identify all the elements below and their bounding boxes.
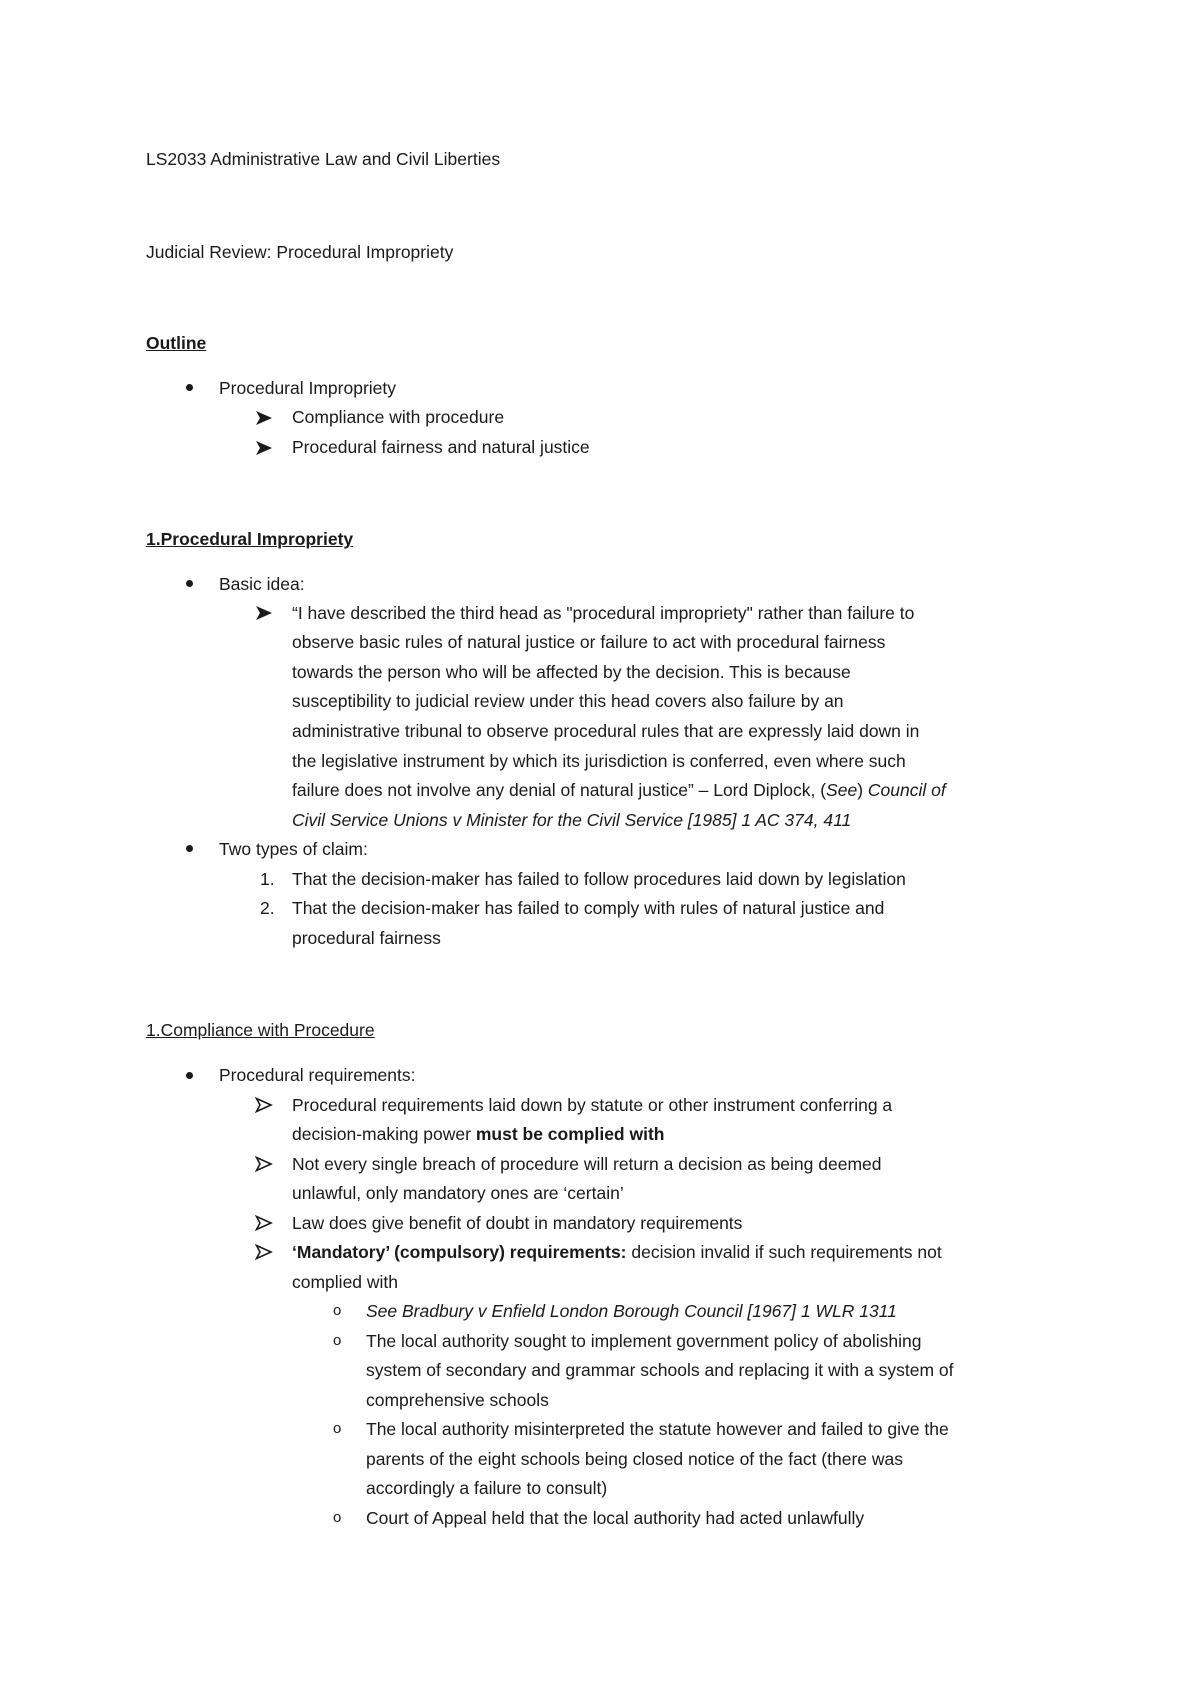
- case-fact: parents of the eight schools being closed notice of the fact (there was: [366, 1449, 903, 1469]
- quote-line: susceptibility to judicial review under this head covers also failure by an: [292, 691, 844, 711]
- case-fact: system of secondary and grammar schools and replacing it with a system of: [366, 1360, 954, 1380]
- circle-bullet: o: [333, 1332, 342, 1349]
- case-fact: The local authority misinterpreted the statute however and failed to give the: [366, 1419, 949, 1439]
- section1-heading: 1.Procedural Impropriety: [146, 529, 354, 549]
- quote-text: failure does not involve any denial of natural justice” – Lord Diplock, (: [292, 780, 827, 800]
- case-citation: Civil Service Unions v Minister for the Civil Service [1985] 1 AC 374, 411: [292, 810, 852, 830]
- quote-line-last: [292, 779, 946, 801]
- bullet-dot: [186, 384, 193, 391]
- case-holding: Court of Appeal held that the local authority had acted unlawfully: [366, 1508, 865, 1528]
- emphasis-text: ‘Mandatory’ (compulsory) requirements:: [292, 1242, 627, 1262]
- arrow-bullet-icon: [255, 440, 273, 456]
- emphasis-text: must be complied with: [475, 1124, 665, 1144]
- claim-type-1: That the decision-maker has failed to follow procedures laid down by legislation: [292, 869, 906, 889]
- requirement-text: unlawful, only mandatory ones are ‘certain’: [292, 1183, 624, 1203]
- arrow-outline-icon: [255, 1097, 273, 1113]
- list-number: 1.: [260, 869, 275, 889]
- topic-title: Judicial Review: Procedural Impropriety: [146, 242, 454, 262]
- arrow-outline-icon: [255, 1156, 273, 1172]
- arrow-bullet-icon: [255, 410, 273, 426]
- requirement-text: complied with: [292, 1272, 399, 1292]
- plain-text: decision-making power: [292, 1124, 476, 1144]
- arrow-outline-icon: [255, 1244, 273, 1260]
- quote-line: towards the person who will be affected by the decision. This is because: [292, 662, 851, 682]
- bullet-dot: [186, 580, 193, 587]
- requirement-text: Procedural requirements laid down by statute or other instrument conferring a: [292, 1095, 893, 1115]
- circle-bullet: o: [333, 1509, 342, 1526]
- course-title: LS2033 Administrative Law and Civil Liberties: [146, 149, 501, 169]
- case-fact: comprehensive schools: [366, 1390, 549, 1410]
- quote-line: administrative tribunal to observe procedural rules that are expressly laid down in: [292, 721, 920, 741]
- quote-line: the legislative instrument by which its jurisdiction is conferred, even where such: [292, 751, 906, 771]
- outline-sub-2: Procedural fairness and natural justice: [292, 437, 590, 457]
- outline-item: Procedural Impropriety: [219, 378, 397, 398]
- procedural-requirements-label: Procedural requirements:: [219, 1065, 416, 1085]
- plain-text: decision invalid if such requirements not: [626, 1242, 942, 1262]
- requirement-text: Not every single breach of procedure will return a decision as being deemed: [292, 1154, 882, 1174]
- case-citation: See Bradbury v Enfield London Borough Council [1967] 1 WLR 1311: [366, 1301, 897, 1321]
- claim-type-2-cont: procedural fairness: [292, 928, 441, 948]
- requirement-text: [292, 1123, 664, 1145]
- quote-line: “I have described the third head as "procedural impropriety" rather than failure to: [292, 603, 915, 623]
- arrow-bullet-icon: [255, 605, 273, 621]
- case-fact: The local authority sought to implement government policy of abolishing: [366, 1331, 922, 1351]
- bullet-dot: [186, 1072, 193, 1079]
- requirement-text: [292, 1241, 942, 1263]
- outline-sub-1: Compliance with procedure: [292, 407, 505, 427]
- section2-heading: 1.Compliance with Procedure: [146, 1020, 375, 1040]
- two-types-label: Two types of claim:: [219, 839, 368, 859]
- case-citation: Council of: [867, 780, 946, 800]
- basic-idea-label: Basic idea:: [219, 574, 305, 594]
- arrow-outline-icon: [255, 1215, 273, 1231]
- case-fact: accordingly a failure to consult): [366, 1478, 608, 1498]
- list-number: 2.: [260, 898, 275, 918]
- outline-heading: Outline: [146, 333, 207, 353]
- circle-bullet: o: [333, 1420, 342, 1437]
- quote-line: observe basic rules of natural justice or failure to act with procedural fairness: [292, 632, 886, 652]
- claim-type-2: That the decision-maker has failed to comply with rules of natural justice and: [292, 898, 885, 918]
- requirement-text: Law does give benefit of doubt in mandatory requirements: [292, 1213, 743, 1233]
- bullet-dot: [186, 845, 193, 852]
- see-signal: See: [826, 780, 858, 800]
- circle-bullet: o: [333, 1302, 342, 1319]
- quote-close: ): [857, 780, 868, 800]
